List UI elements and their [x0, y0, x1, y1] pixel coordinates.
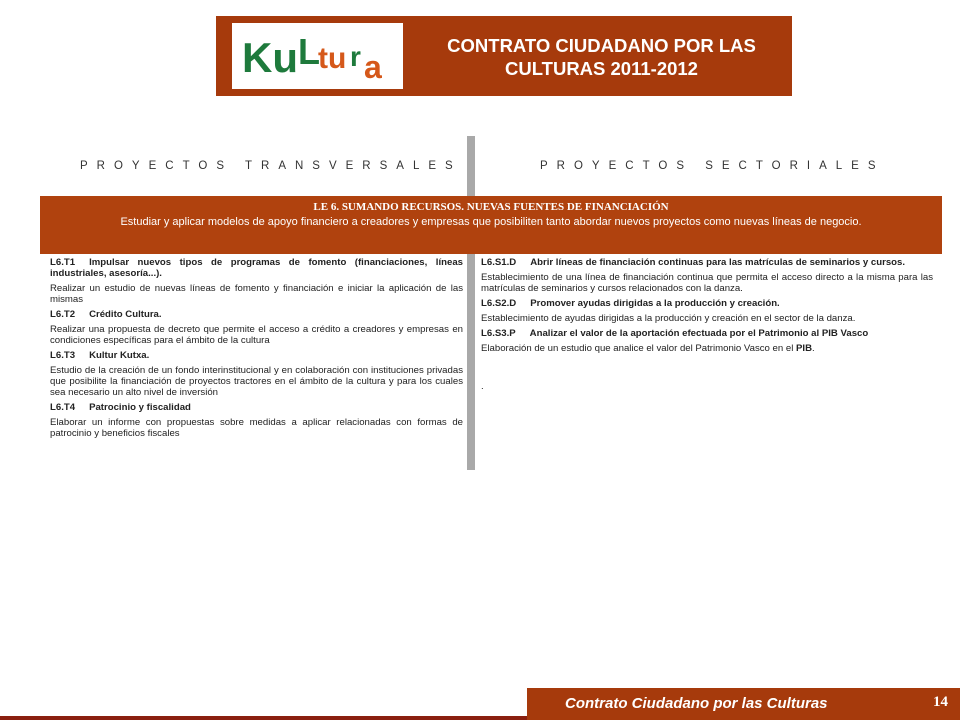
sectorial-note: .: [481, 381, 484, 392]
title-line-1: CONTRATO CIUDADANO POR LAS: [447, 35, 756, 56]
footer-title: Contrato Ciudadano por las Culturas: [565, 695, 828, 712]
project-title-text: Impulsar nuevos tipos de programas de fomento (financiaciones, líneas industriales, asesoría...).: [50, 257, 463, 279]
banner-description: Estudiar y aplicar modelos de apoyo financiero a creadores y empresas que posibiliten tanto abordar nuevos proyectos como nuevas líneas de negocio.: [120, 216, 862, 228]
project-description: Establecimiento de ayudas dirigidas a la producción y creación en el sector de la danza.: [481, 313, 856, 324]
project-title-text: Kultur Kutxa.: [89, 350, 150, 361]
title-line-2: CULTURAS 2011-2012: [505, 58, 698, 79]
project-code: L6.T2: [50, 309, 76, 320]
project-code: L6.T1: [50, 257, 76, 268]
project-title: [50, 350, 463, 361]
description-text: Elaboración de un estudio que analice el valor del Patrimonio Vasco en el: [481, 343, 797, 354]
project-item: [481, 298, 933, 324]
project-code: L6.T3: [50, 350, 76, 361]
footer-bar: [527, 688, 960, 720]
project-description: Realizar una propuesta de decreto que permite el acceso a crédito a creadores y empresas en condiciones específicas para el ámbito de la cultura: [50, 324, 463, 346]
strategic-line-banner: [40, 196, 942, 254]
page-number: 14: [933, 694, 948, 710]
description-bold: PIB: [796, 343, 813, 354]
project-description: Realizar un estudio de nuevas líneas de fomento y financiación e iniciar la aplicación de las mismas: [50, 283, 463, 305]
project-description: [481, 343, 933, 354]
project-item: [50, 402, 463, 439]
svg-text:tu: tu: [317, 42, 346, 75]
svg-text:a: a: [363, 49, 382, 84]
project-title-text: Patrocinio y fiscalidad: [89, 402, 191, 413]
project-description: Elaborar un informe con propuestas sobre medidas a aplicar relacionadas con formas de patrocinio y beneficios fiscales: [50, 417, 463, 439]
column-divider: [467, 136, 475, 470]
project-title: [50, 257, 463, 279]
project-title: [481, 257, 933, 268]
project-title-text: Abrir líneas de financiación continuas para las matrículas de seminarios y cursos.: [530, 257, 906, 268]
banner-title: LE 6. SUMANDO RECURSOS. NUEVAS FUENTES DE FINANCIACIÓN: [313, 201, 669, 213]
transversal-projects: [50, 257, 463, 443]
project-description: Estudio de la creación de un fondo interinstitucional y en colaboración con instituciones privadas que posibilite la financiación de proyectos tractores en el ámbito de la cultura y para los cuales sea necesario un alto nivel de inversión: [50, 365, 463, 398]
kultura-logo: [232, 23, 403, 89]
project-item: [481, 257, 933, 294]
project-item: [481, 328, 933, 354]
svg-text:r: r: [349, 41, 361, 72]
sectorial-heading: PROYECTOS SECTORIALES: [540, 160, 885, 172]
svg-text:L: L: [297, 31, 320, 72]
transversal-heading: PROYECTOS TRANSVERSALES: [80, 160, 462, 172]
project-code: L6.S1.D: [481, 257, 517, 268]
project-title: [481, 328, 933, 339]
project-code: L6.S2.D: [481, 298, 517, 309]
sectorial-projects: [481, 257, 933, 392]
project-description: Establecimiento de una línea de financiación continua que permita el acceso directo a la misma para las matrículas de seminarios y cursos relacionados con la danza.: [481, 272, 933, 294]
project-title: [50, 402, 463, 413]
header-banner: [216, 16, 792, 96]
project-title-text: Crédito Cultura.: [89, 309, 162, 320]
project-title: [50, 309, 463, 320]
project-code: L6.S3.P: [481, 328, 516, 339]
project-code: L6.T4: [50, 402, 76, 413]
project-title-text: Promover ayudas dirigidas a la producción y creación.: [530, 298, 780, 309]
project-title-text: Analizar el valor de la aportación efectuada por el Patrimonio al PIB Vasco: [529, 328, 869, 339]
description-suffix: .: [812, 343, 815, 354]
svg-text:Ku: Ku: [241, 34, 298, 81]
kultura-logo-mark: [238, 28, 398, 84]
document-title: [411, 34, 792, 80]
project-title: [481, 298, 933, 309]
project-item: [50, 257, 463, 305]
project-item: [50, 309, 463, 346]
project-item: [50, 350, 463, 398]
